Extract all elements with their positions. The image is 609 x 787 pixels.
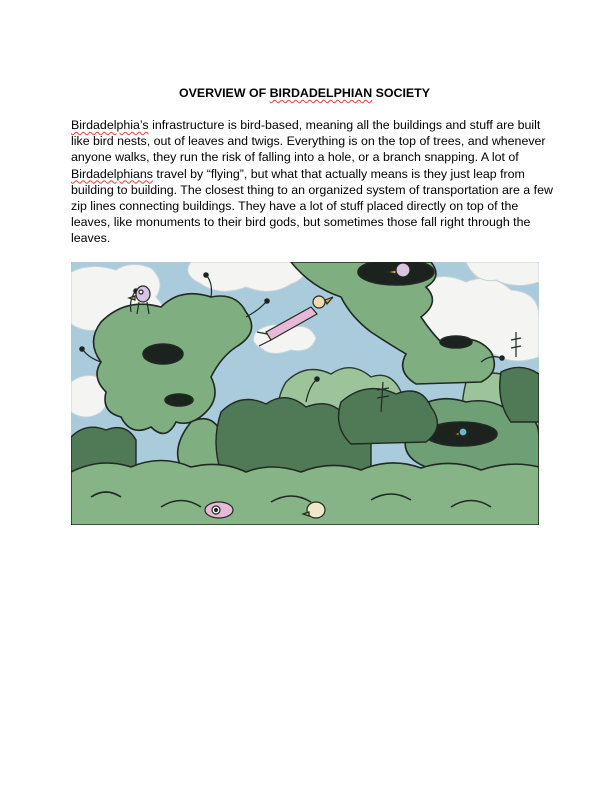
birdadelphia-illustration	[71, 262, 539, 525]
spellcheck-word: Birdadelphia’s	[71, 118, 149, 132]
spellcheck-word: Birdadelphians	[71, 166, 153, 181]
line-text: travel by “flying”, but what that actually means is they just leap from	[152, 166, 525, 181]
paragraph-line-1	[71, 117, 543, 133]
paragraph-line-8: leaves.	[71, 231, 111, 246]
title-prefix: OVERVIEW OF	[178, 86, 270, 100]
foreground-ground	[71, 461, 539, 526]
title-suffix: SOCIETY	[372, 86, 431, 100]
page-title	[0, 85, 609, 101]
paragraph-line-2: like bird nests, out of leaves and twigs. Everything is on the top of trees, and whenever	[71, 134, 546, 149]
paragraph-line-4	[71, 166, 543, 182]
paragraph-line-6: zip lines connecting buildings. They have a lot of stuff placed directly on top of the	[71, 199, 519, 214]
bird-bottom-left	[205, 502, 233, 518]
illustration-canvas	[71, 262, 539, 525]
title-word-spellcheck: BIRDADELPHIAN	[269, 86, 373, 100]
body-paragraph	[71, 117, 553, 247]
paragraph-line-7: leaves, like monuments to their bird gods, but sometimes those fall right through the	[71, 215, 531, 230]
paragraph-line-5: building to building. The closest thing to an organized system of transportation are a few	[71, 182, 553, 197]
line-text: infrastructure is bird-based, meaning all the buildings and stuff are built	[148, 118, 541, 132]
paragraph-line-3: anyone walks, they run the risk of falling into a hole, or a branch snapping. A lot of	[71, 150, 519, 165]
